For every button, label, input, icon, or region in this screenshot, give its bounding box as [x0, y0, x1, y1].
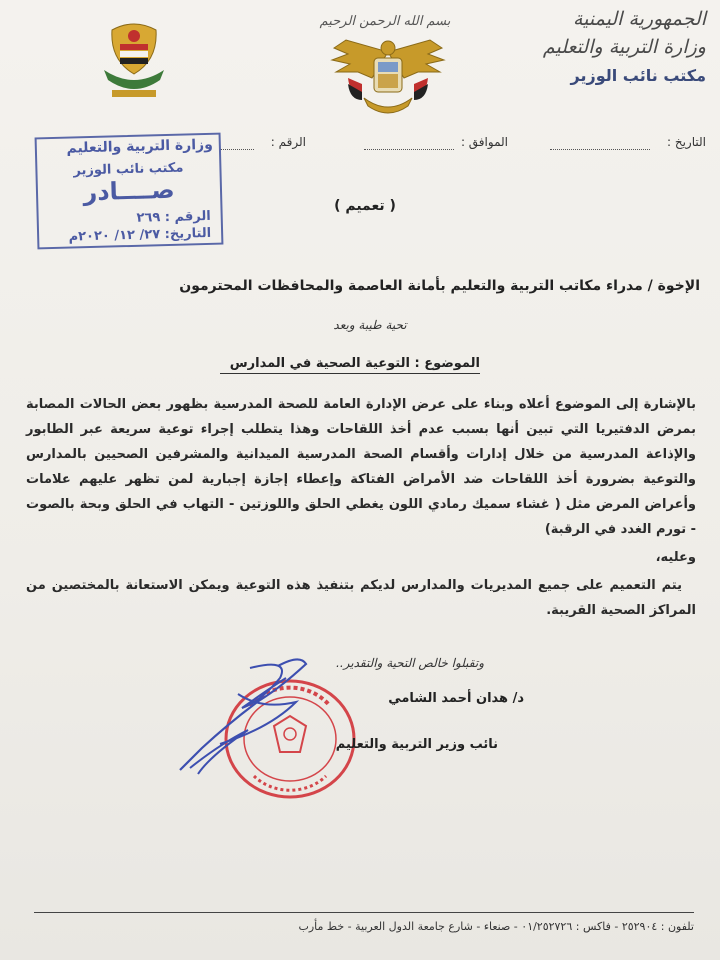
- addressee: الإخوة / مدراء مكاتب التربية والتعليم بأمانة العاصمة والمحافظات المحترمون: [179, 278, 700, 294]
- national-emblem-icon: [328, 34, 448, 120]
- footer-divider: [34, 912, 694, 913]
- stamp-office: مكتب نائب الوزير: [73, 160, 184, 179]
- document-body: [26, 392, 696, 623]
- signatory-name: د/ هدان أحمد الشامي: [388, 691, 524, 706]
- letterhead: [526, 6, 706, 90]
- stamp-outgoing: صــــادر: [83, 175, 175, 207]
- body-paragraph: يتم التعميم على جميع المديريات والمدارس لديكم بتنفيذ هذه التوعية ويمكن الاستعانة بالمختصين من المراكز الصحية القريبة.: [26, 578, 696, 618]
- office-name: مكتب نائب الوزير: [570, 66, 706, 85]
- greeting: تحية طيبة وبعد: [333, 318, 407, 332]
- date-label: التاريخ :: [666, 135, 706, 149]
- outgoing-stamp: [35, 133, 224, 250]
- document-title: ( تعميم ): [334, 198, 396, 214]
- therefore-line: وعليه،: [655, 550, 696, 565]
- republic-name: الجمهورية اليمنية: [572, 8, 706, 30]
- basmala: بسم الله الرحمن الرحيم: [319, 14, 451, 29]
- signature-icon: [150, 648, 330, 780]
- subject-line: الموضوع : التوعية الصحية في المدارس: [220, 356, 480, 374]
- closing-line: وتقبلوا خالص التحية والتقدير..: [336, 656, 484, 670]
- number-label: الرقم :: [270, 135, 306, 149]
- stamp-ministry: وزارة التربية والتعليم: [66, 136, 214, 157]
- stamp-number: الرقم : ٢٦٩: [136, 208, 211, 226]
- ministry-name: وزارة التربية والتعليم: [542, 36, 706, 58]
- footer-contact: تلفون : ٢٥٢٩٠٤ - فاكس : ٠١/٢٥٢٧٢٦ - صنعاء - شارع جامعة الدول العربية - خط مأرب: [298, 920, 694, 933]
- body-paragraph: بالإشارة إلى الموضوع أعلاه وبناء على عرض الإدارة العامة للصحة المدرسية بظهور بعض الحالات المصابة بمرض الدفتيريا التي تبين أنها بسبب عدم أخذ اللقاحات وهذا يتطلب إجراء توعية سريعة عبر الطابور والإذاعة المدرسية من خلال إدارات وأقسام الصحة المدرسية الميدانية والمشرفين الصحيين بالمدارس والتوعية بضرورة أخذ اللقاحات ضد الأمراض الفتاكة وإعطاء إجازة إجبارية لمن تظهر عليهم علامات وأعراض المرض مثل ( غشاء سميك رمادي اللون يغطي الحلق واللوزتين - التهاب في الحلق وبحة بالصوت - تورم الغدد في الرقبة): [26, 397, 696, 537]
- ministry-emblem-icon: [98, 22, 170, 104]
- signatory-title: نائب وزير التربية والتعليم: [335, 737, 498, 752]
- reference-row: [220, 133, 706, 155]
- stamp-date: التاريخ: ٢٧/ ١٢/ ٢٠٢٠م: [68, 225, 212, 245]
- corresponding-label: الموافق :: [460, 135, 508, 149]
